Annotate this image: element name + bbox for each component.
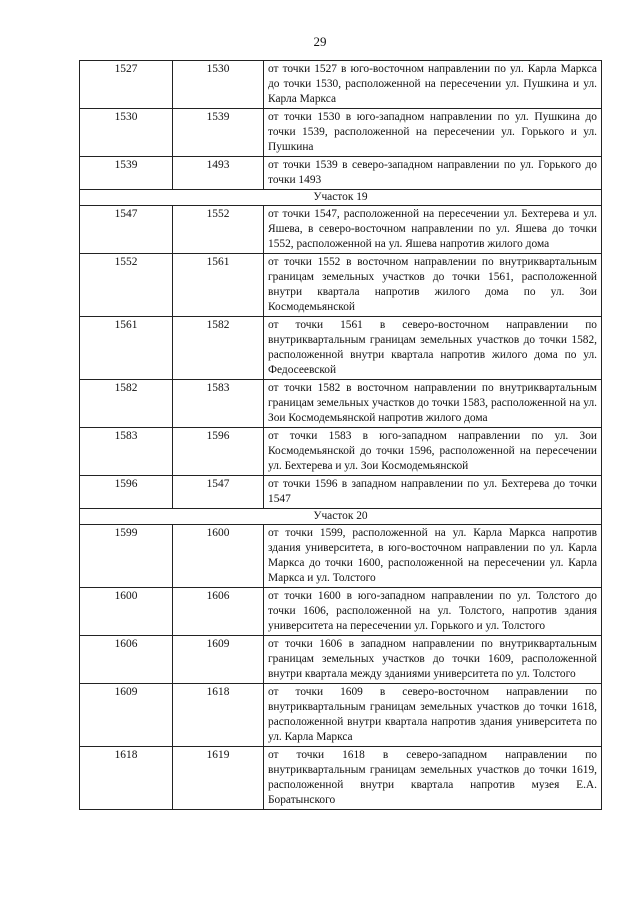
point-to-cell: 1561 [173, 254, 264, 317]
boundary-description-cell: от точки 1596 в западном направлении по ул. Бехтерева до точки 1547 [264, 476, 602, 509]
boundary-description-cell: от точки 1561 в северо-восточном направлении по внутриквартальным границам земельных участков до точки 1582, расположенной внутри квартала напротив жилого дома по ул. Федосеевской [264, 317, 602, 380]
point-to-cell: 1582 [173, 317, 264, 380]
point-from-cell: 1609 [80, 684, 173, 747]
point-to-cell: 1600 [173, 525, 264, 588]
point-from-cell: 1583 [80, 428, 173, 476]
point-to-cell: 1493 [173, 157, 264, 190]
table-row [80, 636, 602, 684]
boundary-description-cell: от точки 1582 в восточном направлении по внутриквартальным границам земельных участков до точки 1583, расположенной на ул. Зои Космодемьянской напротив жилого дома [264, 380, 602, 428]
point-from-cell: 1527 [80, 61, 173, 109]
point-from-cell: 1600 [80, 588, 173, 636]
page-number: 29 [313, 34, 327, 49]
boundary-description-cell: от точки 1609 в северо-восточном направлении по внутриквартальным границам земельных участков до точки 1618, расположенной внутри квартала напротив здания университета по ул. Карла Маркса [264, 684, 602, 747]
table-row [80, 380, 602, 428]
table-row [80, 684, 602, 747]
point-to-cell: 1530 [173, 61, 264, 109]
point-from-cell: 1552 [80, 254, 173, 317]
boundary-description-cell: от точки 1530 в юго-западном направлении по ул. Пушкина до точки 1539, расположенной на пересечении ул. Горького и ул. Пушкина [264, 109, 602, 157]
section-title: Участок 19 [80, 190, 602, 206]
point-to-cell: 1552 [173, 206, 264, 254]
table-row [80, 747, 602, 810]
boundary-points-table [79, 60, 602, 810]
section-header-row [80, 190, 602, 206]
boundary-description-cell: от точки 1539 в северо-западном направлении по ул. Горького до точки 1493 [264, 157, 602, 190]
point-from-cell: 1530 [80, 109, 173, 157]
point-to-cell: 1606 [173, 588, 264, 636]
point-to-cell: 1596 [173, 428, 264, 476]
table-row [80, 109, 602, 157]
point-from-cell: 1599 [80, 525, 173, 588]
point-to-cell: 1547 [173, 476, 264, 509]
table-row [80, 588, 602, 636]
boundary-description-cell: от точки 1583 в юго-западном направлении по ул. Зои Космодемьянской до точки 1596, расположенной на пересечении ул. Бехтерева и ул. Зои Космодемьянской [264, 428, 602, 476]
point-to-cell: 1619 [173, 747, 264, 810]
point-to-cell: 1539 [173, 109, 264, 157]
point-from-cell: 1561 [80, 317, 173, 380]
section-title: Участок 20 [80, 509, 602, 525]
boundary-description-cell: от точки 1552 в восточном направлении по внутриквартальным границам земельных участков до точки 1561, расположенной внутри квартала напротив жилого дома по ул. Зои Космодемьянской [264, 254, 602, 317]
point-from-cell: 1547 [80, 206, 173, 254]
table-row [80, 525, 602, 588]
table-row [80, 206, 602, 254]
boundary-description-cell: от точки 1547, расположенной на пересечении ул. Бехтерева и ул. Яшева, в северо-восточном направлении по ул. Яшева до точки 1552, расположенной на ул. Яшева напротив жилого дома [264, 206, 602, 254]
table-body [80, 61, 602, 810]
section-header-row [80, 509, 602, 525]
point-from-cell: 1539 [80, 157, 173, 190]
table-row [80, 254, 602, 317]
point-from-cell: 1582 [80, 380, 173, 428]
boundary-description-cell: от точки 1527 в юго-восточном направлении по ул. Карла Маркса до точки 1530, расположенной на пересечении ул. Пушкина и ул. Карла Маркса [264, 61, 602, 109]
point-to-cell: 1609 [173, 636, 264, 684]
point-to-cell: 1618 [173, 684, 264, 747]
table-row [80, 317, 602, 380]
point-from-cell: 1618 [80, 747, 173, 810]
boundary-description-cell: от точки 1599, расположенной на ул. Карла Маркса напротив здания университета, в юго-восточном направлении по ул. Карла Маркса до точки 1600, расположенной на пересечении ул. Карла Маркса и ул. Толстого [264, 525, 602, 588]
table-row [80, 428, 602, 476]
table-row [80, 476, 602, 509]
table-row [80, 157, 602, 190]
boundary-description-cell: от точки 1600 в юго-западном направлении по ул. Толстого до точки 1606, расположенной на ул. Толстого, напротив здания университета на пересечении ул. Горького и ул. Толстого [264, 588, 602, 636]
boundary-description-cell: от точки 1606 в западном направлении по внутриквартальным границам земельных участков до точки 1609, расположенной внутри квартала между зданиями университета по ул. Толстого [264, 636, 602, 684]
point-to-cell: 1583 [173, 380, 264, 428]
point-from-cell: 1606 [80, 636, 173, 684]
point-from-cell: 1596 [80, 476, 173, 509]
table-row [80, 61, 602, 109]
boundary-description-cell: от точки 1618 в северо-западном направлении по внутриквартальным границам земельных участков до точки 1619, расположенной внутри квартала напротив музея Е.А. Боратынского [264, 747, 602, 810]
